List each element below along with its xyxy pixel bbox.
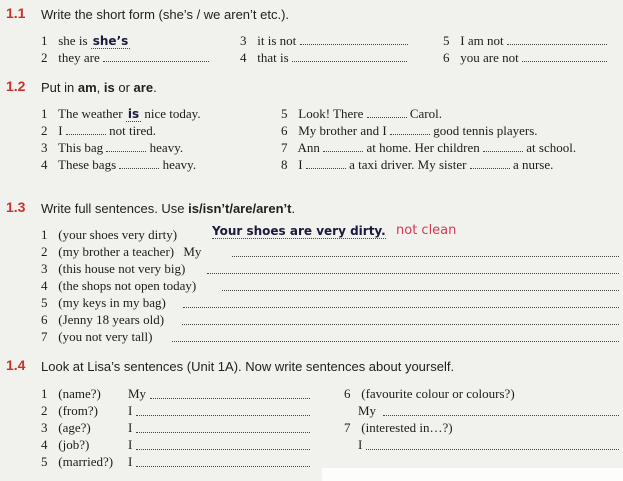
answer-line[interactable] — [366, 449, 619, 450]
answer-line[interactable] — [136, 449, 310, 450]
handwritten-answer: is — [127, 107, 140, 121]
sentence-start: My — [128, 386, 147, 401]
answer-line[interactable] — [150, 398, 310, 399]
ex1-2-item-5: 5 Look! There Carol. — [281, 106, 442, 121]
exercise-number-1-4: 1.4 — [6, 357, 26, 373]
answer-blank[interactable] — [367, 107, 407, 118]
item-text: they are — [58, 50, 100, 65]
item-number: 3 — [41, 140, 48, 155]
item-number: 5 — [281, 106, 288, 121]
ex1-2-item-2: 2 I not tired. — [41, 123, 157, 138]
blank-scan-area — [322, 468, 623, 481]
exercise-number-1-1: 1.1 — [6, 5, 26, 21]
item-number: 7 — [344, 420, 351, 435]
ex1-4-item-7: 7 (interested in…?) — [344, 420, 453, 435]
ex1-4-item-3: 3 (age?) — [41, 420, 91, 435]
answer-line[interactable] — [136, 432, 310, 433]
handwritten-answer: she’s — [92, 34, 129, 48]
answer-blank[interactable] — [106, 141, 146, 152]
handwritten-correction-note: not clean — [396, 223, 457, 238]
item-number: 2 — [41, 403, 48, 418]
sentence-start: I — [128, 420, 133, 435]
item-number: 2 — [41, 123, 48, 138]
exercise-1-2-instruction: Put in am, is or are. — [41, 80, 157, 95]
ex1-3-item-4: 4 (the shops not open today) — [41, 278, 197, 293]
sentence-start: I — [358, 437, 363, 452]
item-number: 8 — [281, 157, 288, 172]
answer-blank[interactable] — [119, 158, 159, 169]
item-number: 7 — [281, 140, 288, 155]
ex1-2-item-7: 7 Ann at home. Her children at school. — [281, 140, 577, 155]
sentence-start: My — [358, 403, 377, 418]
item-number: 6 — [344, 386, 351, 401]
answer-blank[interactable] — [522, 51, 607, 62]
ex1-3-item-6: 6 (Jenny 18 years old) — [41, 312, 165, 327]
ex1-3-item-3: 3 (this house not very big) — [41, 261, 186, 276]
item-number: 3 — [41, 420, 48, 435]
answer-line[interactable] — [172, 341, 619, 342]
exercise-1-4-instruction: Look at Lisa’s sentences (Unit 1A). Now write sentences about yourself. — [41, 359, 455, 374]
answer-blank[interactable] — [300, 34, 408, 45]
answer-line[interactable] — [207, 273, 619, 274]
ex1-1-item-1 — [41, 33, 130, 49]
item-number: 5 — [41, 454, 48, 469]
ex1-4-item-2: 2 (from?) — [41, 403, 98, 418]
item-text: you are not — [460, 50, 519, 65]
answer-blank[interactable] — [323, 141, 363, 152]
sentence-start: I — [128, 437, 133, 452]
answer-line[interactable] — [136, 466, 310, 467]
answer-blank[interactable] — [507, 34, 607, 45]
ex1-3-item-1: 1 (your shoes very dirty) — [41, 227, 178, 242]
answer-blank[interactable] — [103, 51, 209, 62]
exercise-1-3-instruction: Write full sentences. Use is/isn’t/are/aren’t. — [41, 201, 296, 216]
ex1-2-item-3: 3 This bag heavy. — [41, 140, 184, 155]
answer-line[interactable] — [182, 324, 619, 325]
answer-blank[interactable] — [390, 124, 430, 135]
answer-blank[interactable] — [292, 51, 407, 62]
ex1-2-item-8: 8 I a taxi driver. My sister a nurse. — [281, 157, 554, 172]
ex1-3-item-7: 7 (you not very tall) — [41, 329, 153, 344]
exercise-number-1-3: 1.3 — [6, 199, 26, 215]
ex1-4-item-4: 4 (job?) — [41, 437, 90, 452]
exercise-number-1-2: 1.2 — [6, 78, 26, 94]
item-number: 4 — [41, 437, 48, 452]
ex1-4-item-1: 1 (name?) — [41, 386, 101, 401]
item-number: 5 — [443, 33, 450, 48]
item-text: I am not — [460, 33, 504, 48]
item-number: 4 — [41, 278, 48, 293]
ex1-3-item-2: 2 (my brother a teacher) My — [41, 244, 202, 259]
answer-line[interactable] — [222, 290, 619, 291]
ex1-2-item-6: 6 My brother and I good tennis players. — [281, 123, 538, 138]
item-number: 3 — [240, 33, 247, 48]
ex1-1-item-3 — [240, 33, 408, 48]
ex1-4-item-5: 5 (married?) — [41, 454, 114, 469]
ex1-1-item-2 — [41, 50, 209, 65]
item-number: 2 — [41, 50, 48, 65]
ex1-3-item-5: 5 (my keys in my bag) — [41, 295, 166, 310]
item-number: 1 — [41, 386, 48, 401]
item-number: 4 — [240, 50, 247, 65]
exercise-1-1-instruction: Write the short form (she’s / we aren’t etc.). — [41, 7, 290, 22]
item-number: 4 — [41, 157, 48, 172]
item-number: 6 — [281, 123, 288, 138]
item-number: 7 — [41, 329, 48, 344]
sentence-start: I — [128, 403, 133, 418]
answer-line[interactable] — [136, 415, 310, 416]
sentence-start: I — [128, 454, 133, 469]
item-number: 1 — [41, 33, 48, 48]
item-number: 1 — [41, 106, 48, 121]
ex1-4-item-6: 6 (favourite colour or colours?) — [344, 386, 515, 401]
answer-line[interactable] — [232, 256, 619, 257]
item-text: it is not — [257, 33, 297, 48]
item-number: 6 — [41, 312, 48, 327]
item-number: 1 — [41, 227, 48, 242]
item-number: 2 — [41, 244, 48, 259]
answer-blank[interactable] — [483, 141, 523, 152]
item-number: 3 — [41, 261, 48, 276]
ex1-2-item-1: 1 The weather is nice today. — [41, 106, 201, 121]
item-number: 6 — [443, 50, 450, 65]
answer-blank[interactable] — [470, 158, 510, 169]
item-text: that is — [257, 50, 289, 65]
item-text: she is — [58, 33, 88, 48]
ex1-2-item-4: 4 These bags heavy. — [41, 157, 197, 172]
answer-blank[interactable] — [306, 158, 346, 169]
answer-line[interactable] — [383, 415, 619, 416]
handwritten-answer: Your shoes are very dirty. — [212, 224, 386, 238]
ex1-1-item-6 — [443, 50, 607, 65]
answer-line[interactable] — [183, 307, 619, 308]
answer-blank[interactable] — [66, 124, 106, 135]
ex1-1-item-5 — [443, 33, 607, 48]
item-number: 5 — [41, 295, 48, 310]
ex1-1-item-4 — [240, 50, 407, 65]
